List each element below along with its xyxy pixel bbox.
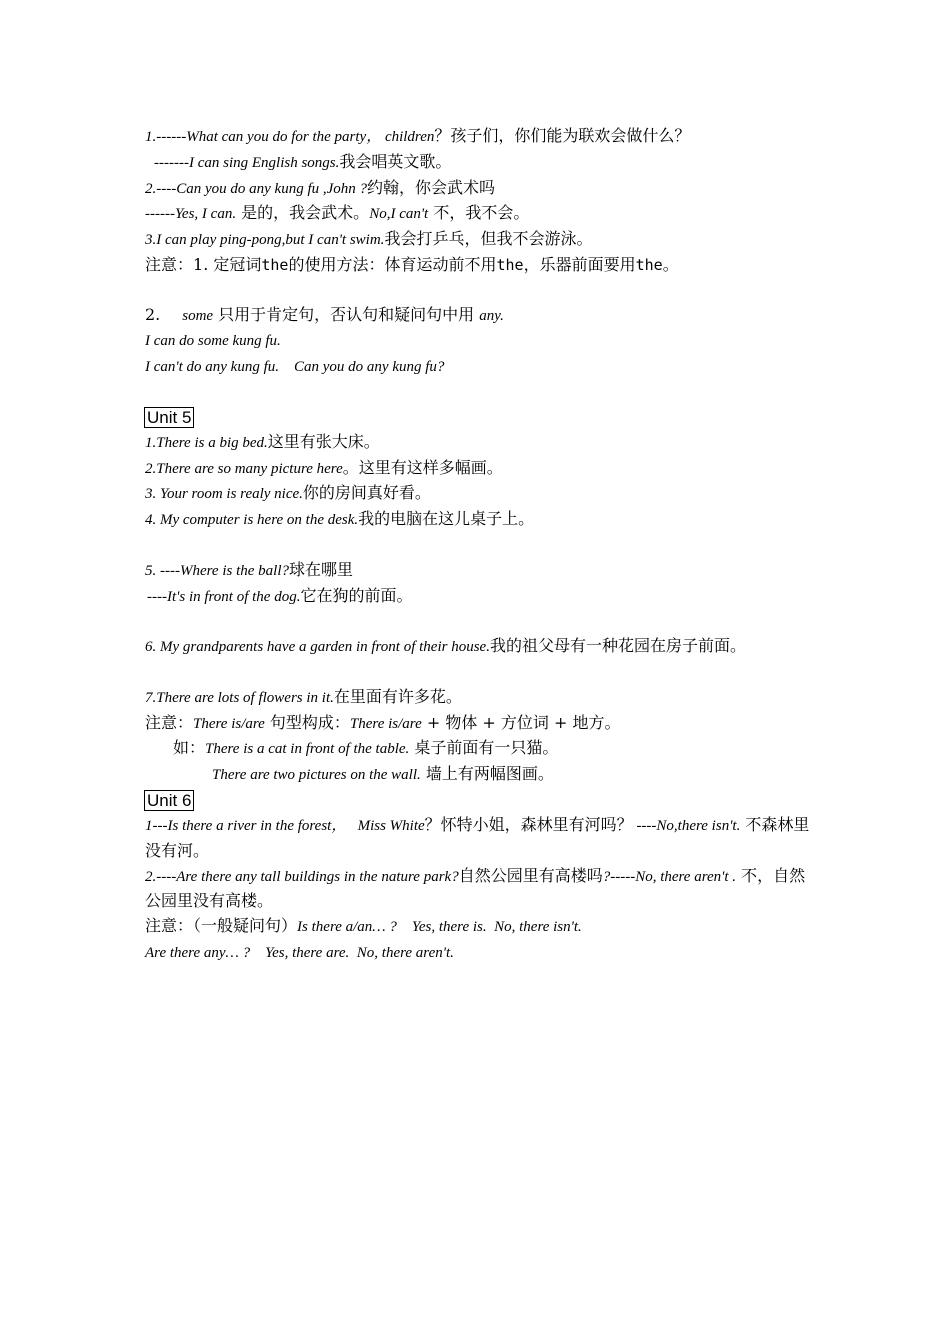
u5-sentence-1: 1.There is a big bed.这里有张大床。 bbox=[145, 431, 380, 451]
unit-6-heading-row bbox=[145, 788, 815, 813]
u5-sentence-6: 6. My grandparents have a garden in front of their house.我的祖父母有一种花园在房子前面。 bbox=[145, 636, 746, 656]
u6-note: 注意：（一般疑问句）Is there a/an… ? Yes, there is. No, there isn't. bbox=[145, 916, 582, 936]
spacer bbox=[145, 533, 815, 558]
note-1: 注意：1. 定冠词the的使用方法：体育运动前不用the，乐器前面要用the。 bbox=[145, 254, 679, 274]
spacer bbox=[145, 278, 815, 303]
sentence-3: 3.I can play ping-pong,but I can't swim.我会打乒乓，但我不会游泳。 bbox=[145, 229, 593, 249]
spacer bbox=[145, 609, 815, 634]
u5-sentence-5-answer: ----It's in front of the dog.它在狗的前面。 bbox=[147, 585, 413, 605]
example-2: I can't do any kung fu. Can you do any kung fu? bbox=[145, 359, 445, 376]
u6-note-2: Are there any… ? Yes, there are. No, there aren't. bbox=[145, 944, 454, 961]
u5-note: 注意：There is/are 句型构成：There is/are + 物体 + 方位词 + 地方。 bbox=[145, 712, 621, 732]
unit-6-heading: Unit 6 bbox=[144, 790, 194, 811]
spacer bbox=[145, 660, 815, 685]
u5-sentence-3: 3. Your room is realy nice.你的房间真好看。 bbox=[145, 483, 431, 503]
unit-5-heading-row bbox=[145, 405, 815, 430]
u5-sentence-4: 4. My computer is here on the desk.我的电脑在这儿桌子上。 bbox=[145, 509, 535, 529]
u5-example-1: 如：There is a cat in front of the table. 桌子前面有一只猫。 bbox=[173, 738, 559, 758]
u5-sentence-5: 5. ----Where is the ball?球在哪里 bbox=[145, 559, 354, 579]
document-page bbox=[145, 124, 815, 966]
example-1: I can do some kung fu. bbox=[145, 333, 281, 350]
sentence-2: 2.----Can you do any kung fu ,John ?约翰，你会武术吗 bbox=[145, 177, 496, 197]
u6-question-1: 1---Is there a river in the forest， Miss White？怀特小姐，森林里有河吗？ ----No,there isn't. 不森林里没有河。 bbox=[145, 814, 810, 860]
sentence-1: 1.------What can you do for the party， children？孩子们，你们能为联欢会做什么？ bbox=[145, 126, 691, 145]
unit-5-heading: Unit 5 bbox=[144, 407, 194, 428]
note-2: 2. some 只用于肯定句，否认句和疑问句中用 any. bbox=[145, 304, 504, 324]
u5-example-2: There are two pictures on the wall. 墙上有两幅图画。 bbox=[212, 764, 554, 784]
sentence-2-answer: ------Yes, I can. 是的，我会武术。No,I can't 不，我不会。 bbox=[145, 203, 530, 223]
u5-sentence-2: 2.There are so many picture here。这里有这样多幅画。 bbox=[145, 457, 503, 477]
u6-question-2: 2.----Are there any tall buildings in the nature park?自然公园里有高楼吗?-----No, there aren't . 不，自然公园里没有高楼。 bbox=[145, 865, 806, 911]
sentence-1-answer: -------I can sing English songs.我会唱英文歌。 bbox=[154, 151, 452, 171]
spacer bbox=[145, 380, 815, 405]
u5-sentence-7: 7.There are lots of flowers in it.在里面有许多花。 bbox=[145, 686, 462, 706]
